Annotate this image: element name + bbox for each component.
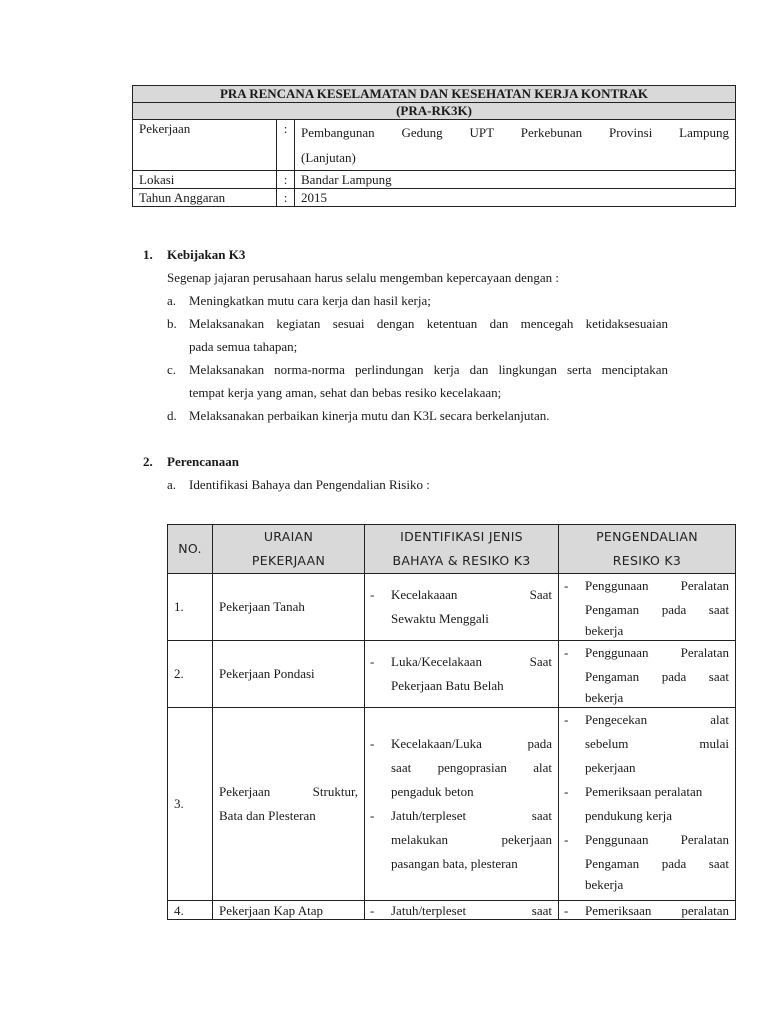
label-pekerjaan: Pekerjaan [133, 120, 277, 171]
list-marker: a. [167, 293, 177, 308]
header-table [132, 85, 736, 207]
hazard-item: - Luka/Kecelakaan Saat Pekerjaan Batu Belah [370, 654, 552, 693]
section-1-heading [143, 247, 245, 263]
row-number: 3. [168, 708, 213, 901]
list-text: Meningkatkan mutu cara kerja dan hasil kerja; [189, 293, 431, 308]
colon: : [277, 171, 295, 189]
hazard-cell [365, 641, 559, 708]
label-tahun-anggaran: Tahun Anggaran [133, 189, 277, 207]
hazard-cell [365, 574, 559, 641]
risk-table [167, 524, 736, 920]
section-number: 1. [143, 247, 153, 262]
job-cell: Pekerjaan Struktur, Bata dan Plesteran [213, 708, 365, 901]
section-2-heading [143, 454, 239, 470]
value-pekerjaan [295, 120, 736, 171]
list-marker: c. [167, 362, 177, 377]
control-cell [559, 901, 736, 920]
section-title: Perencanaan [167, 454, 239, 469]
hazard-item: - Kecelakaan/Luka pada saat pengoprasian alat pengaduk beton [370, 736, 552, 799]
row-number: 1. [168, 574, 213, 641]
header-no: NO. [168, 525, 213, 574]
list-text: pada semua tahapan; [189, 339, 298, 354]
control-item: - Pemeriksaan peralatan [564, 902, 729, 918]
job-cell: Pekerjaan Tanah [213, 574, 365, 641]
header-pengendalian: PENGENDALIAN RESIKO K3 [559, 525, 736, 574]
label-lokasi: Lokasi [133, 171, 277, 189]
list-text: Melaksanakan kegiatan sesuai dengan ketentuan dan mencegah ketidaksesuaian [189, 316, 668, 331]
table-row [168, 574, 736, 641]
value-pekerjaan-line1: Pembangunan Gedung UPT Perkebunan Provinsi Lampung [301, 125, 729, 140]
control-item: - Penggunaan Peralatan Pengaman pada saat bekerja [564, 645, 729, 705]
list-text: Melaksanakan norma-norma perlindungan kerja dan lingkungan serta menciptakan [189, 362, 668, 377]
control-item: - Penggunaan Peralatan Pengaman pada saat bekerja [564, 578, 729, 638]
value-tahun-anggaran: 2015 [295, 189, 736, 207]
job-cell: Pekerjaan Kap Atap [213, 901, 365, 920]
value-lokasi: Bandar Lampung [295, 171, 736, 189]
control-item: - Pengecekan alat sebelum mulai pekerjaan [564, 712, 729, 775]
hazard-item: - Kecelakaaan Saat Sewaktu Menggali [370, 587, 552, 626]
table-row [168, 708, 736, 901]
list-marker: b. [167, 316, 177, 331]
control-cell [559, 641, 736, 708]
document-title: PRA RENCANA KESELAMATAN DAN KESEHATAN KERJA KONTRAK [133, 86, 736, 103]
list-text: Melaksanakan perbaikan kinerja mutu dan K3L secara berkelanjutan. [189, 408, 550, 423]
hazard-item: - Jatuh/terpleset saat [370, 902, 552, 918]
table-header-row [168, 525, 736, 574]
colon: : [277, 120, 295, 171]
list-marker: a. [167, 477, 177, 492]
section-title: Kebijakan K3 [167, 247, 246, 262]
row-number: 2. [168, 641, 213, 708]
control-item: - Penggunaan Peralatan Pengaman pada saat bekerja [564, 832, 729, 892]
document-subtitle: (PRA-RK3K) [133, 103, 736, 120]
header-uraian-pekerjaan: URAIAN PEKERJAAN [213, 525, 365, 574]
list-text: Identifikasi Bahaya dan Pengendalian Risiko : [189, 477, 430, 492]
value-pekerjaan-line2: (Lanjutan) [301, 150, 356, 165]
hazard-cell [365, 901, 559, 920]
table-row [168, 641, 736, 708]
control-cell [559, 708, 736, 901]
section-number: 2. [143, 454, 153, 469]
hazard-item: - Jatuh/terpleset saat melakukan pekerjaan pasangan bata, plesteran [370, 808, 552, 871]
colon: : [277, 189, 295, 207]
table-row [168, 901, 736, 920]
control-item: - Pemeriksaan peralatan pendukung kerja [564, 784, 703, 823]
control-cell [559, 574, 736, 641]
header-identifikasi: IDENTIFIKASI JENIS BAHAYA & RESIKO K3 [365, 525, 559, 574]
section-1-intro: Segenap jajaran perusahaan harus selalu mengemban kepercayaan dengan : [167, 270, 559, 285]
list-text: tempat kerja yang aman, sehat dan bebas resiko kecelakaan; [189, 385, 502, 400]
hazard-cell [365, 708, 559, 901]
row-number: 4. [168, 901, 213, 920]
list-marker: d. [167, 408, 177, 423]
job-cell: Pekerjaan Pondasi [213, 641, 365, 708]
